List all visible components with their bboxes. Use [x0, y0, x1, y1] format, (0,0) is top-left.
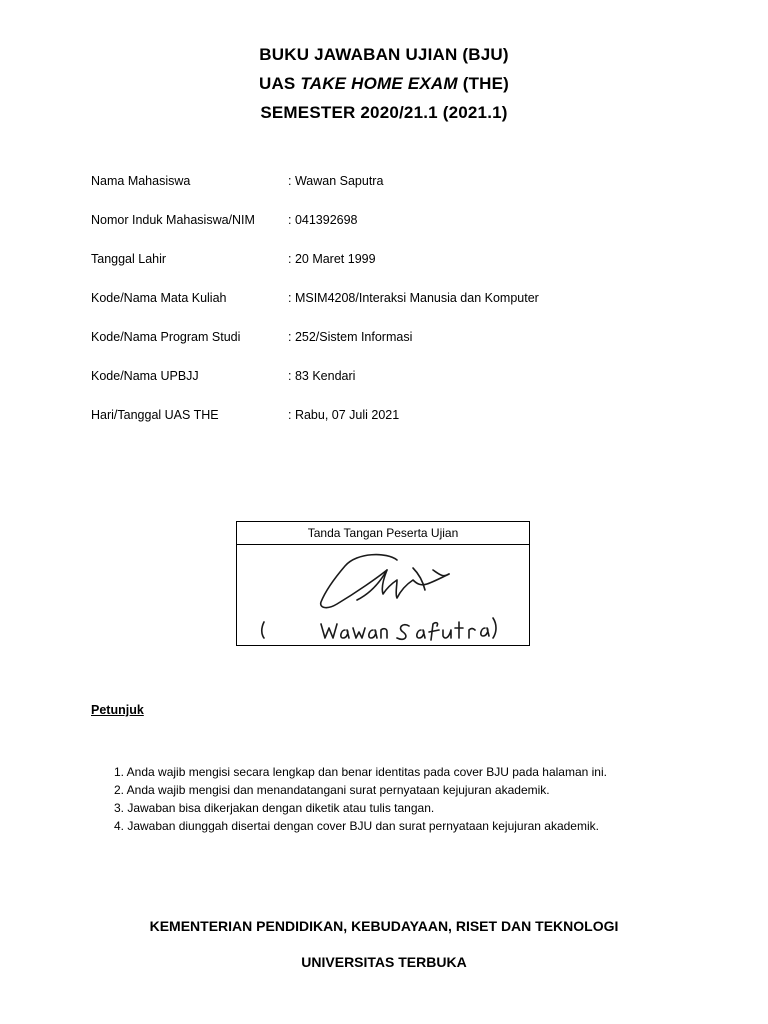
signature-header: Tanda Tangan Peserta Ujian	[237, 522, 529, 545]
identity-label: Kode/Nama UPBJJ	[91, 369, 199, 383]
identity-value: : 20 Maret 1999	[288, 252, 376, 266]
identity-row-name	[91, 170, 691, 209]
identity-row-upbjj	[91, 365, 691, 404]
identity-value: : Rabu, 07 Juli 2021	[288, 408, 400, 422]
signature-box	[236, 521, 530, 646]
identity-label: Kode/Nama Mata Kuliah	[91, 291, 227, 305]
identity-value: : 041392698	[288, 213, 358, 227]
identity-row-birthdate	[91, 248, 691, 287]
list-item: 4. Jawaban diunggah disertai dengan cover BJU dan surat pernyataan kejujuran akademik.	[114, 819, 599, 833]
title-line-2-suffix: (THE)	[457, 74, 510, 93]
list-item: 3. Jawaban bisa dikerjakan dengan diketik atau tulis tangan.	[114, 801, 435, 815]
identity-label: Nomor Induk Mahasiswa/NIM	[91, 213, 255, 227]
title-line-3: SEMESTER 2020/21.1 (2021.1)	[260, 103, 508, 122]
identity-row-program	[91, 326, 691, 365]
identity-label: Hari/Tanggal UAS THE	[91, 408, 219, 422]
handwritten-signature	[237, 544, 529, 645]
ministry-name: KEMENTERIAN PENDIDIKAN, KEBUDAYAAN, RISET DAN TEKNOLOGI	[149, 918, 619, 934]
title-line-2	[0, 69, 768, 98]
university-name: UNIVERSITAS TERBUKA	[301, 954, 467, 970]
instructions-list	[114, 763, 734, 835]
list-item: 2. Anda wajib mengisi dan menandatangani surat pernyataan kejujuran akademik.	[114, 783, 550, 797]
list-item: 1. Anda wajib mengisi secara lengkap dan benar identitas pada cover BJU pada halaman ini.	[114, 765, 607, 779]
identity-value: : Wawan Saputra	[288, 174, 384, 188]
document-title	[0, 40, 768, 127]
title-line-1: BUKU JAWABAN UJIAN (BJU)	[259, 45, 509, 64]
identity-label: Nama Mahasiswa	[91, 174, 191, 188]
identity-label: Tanggal Lahir	[91, 252, 167, 266]
identity-value: : MSIM4208/Interaksi Manusia dan Komputer	[288, 291, 539, 305]
identity-label: Kode/Nama Program Studi	[91, 330, 241, 344]
identity-value: : 252/Sistem Informasi	[288, 330, 413, 344]
identity-row-course	[91, 287, 691, 326]
title-line-2-prefix: UAS	[258, 74, 301, 93]
instructions-title: Petunjuk	[91, 703, 144, 717]
identity-row-nim	[91, 209, 691, 248]
identity-table	[91, 170, 691, 443]
identity-value: : 83 Kendari	[288, 369, 356, 383]
title-line-2-italic: TAKE HOME EXAM	[300, 74, 458, 93]
identity-row-exam-date	[91, 404, 691, 443]
